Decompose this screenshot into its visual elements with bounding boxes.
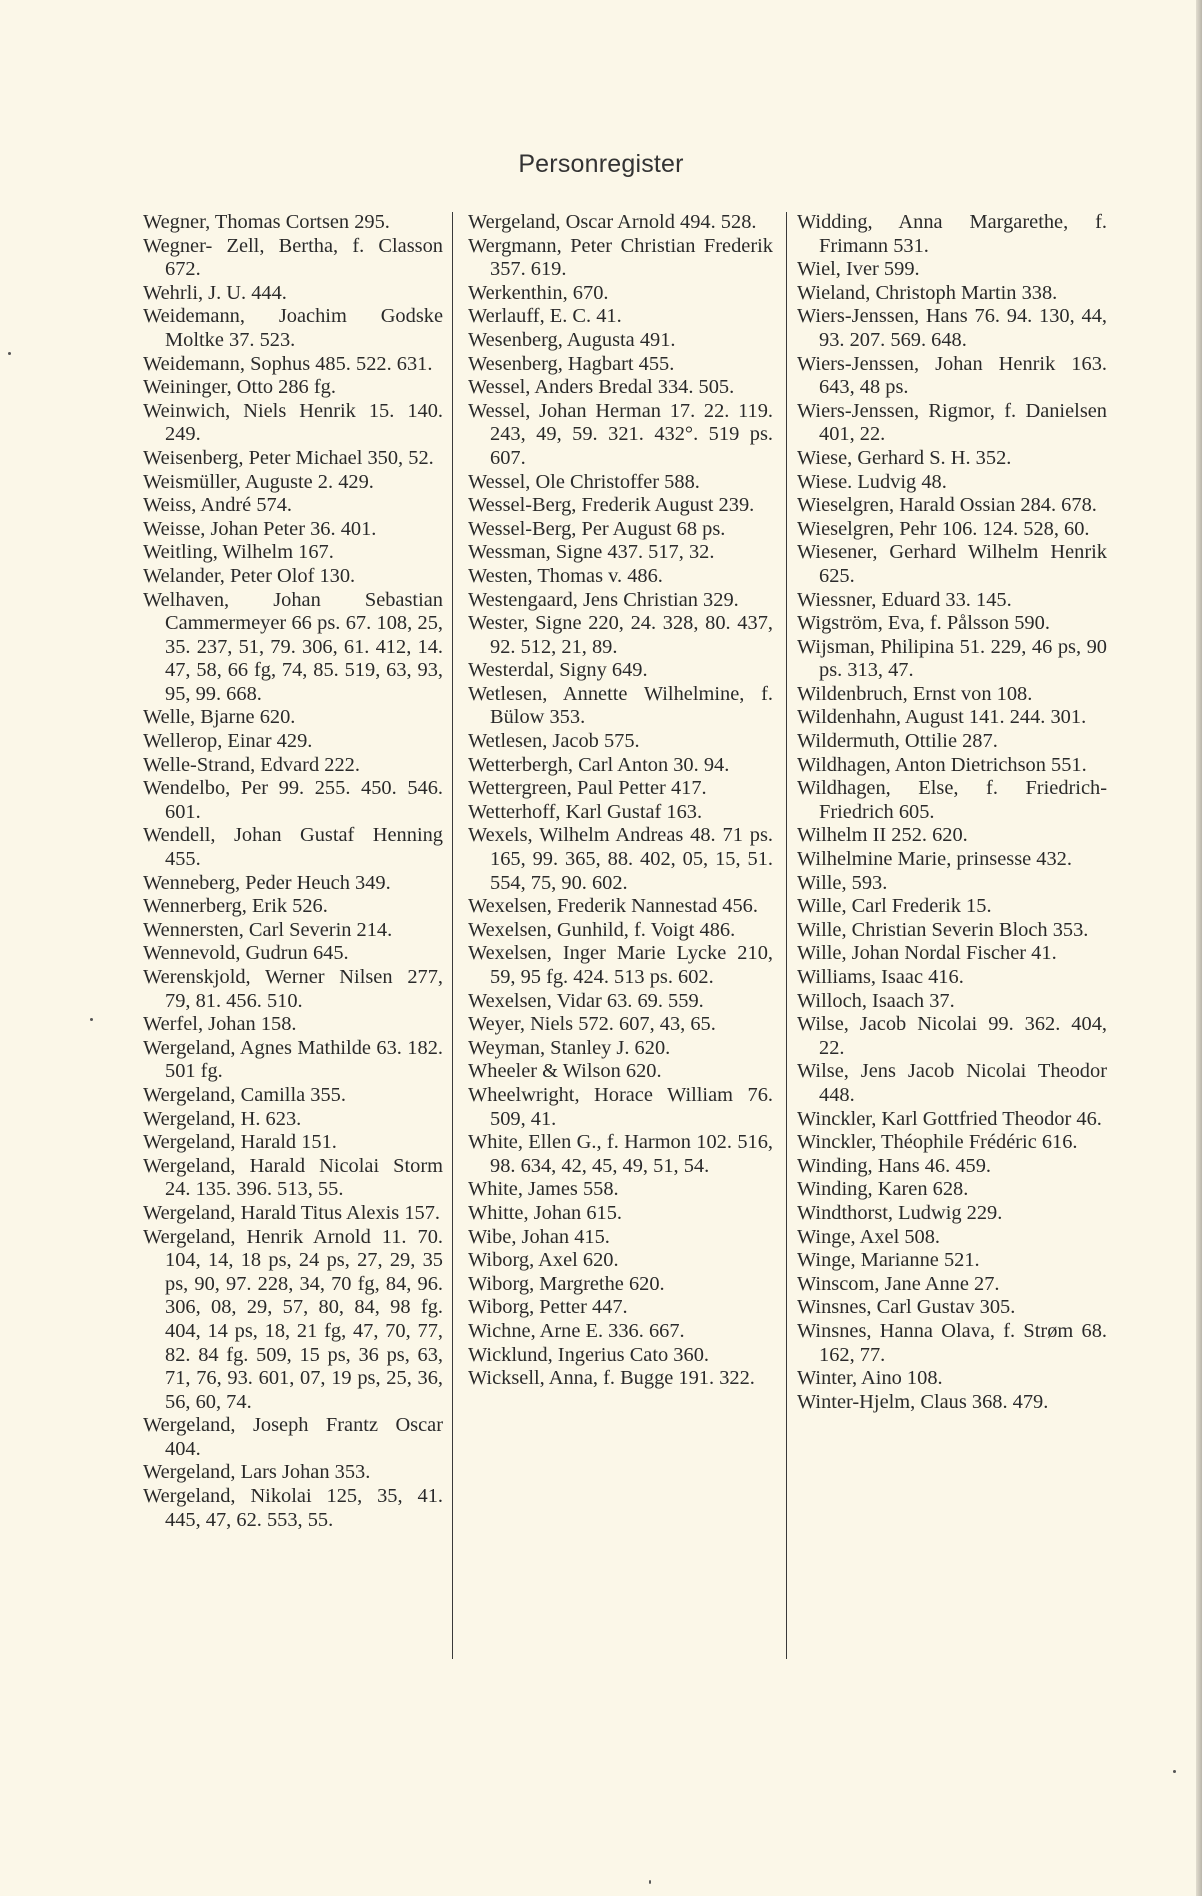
index-entry: Weinwich, Niels Henrik 15. 140. 249. <box>143 399 443 446</box>
index-entry: Winsnes, Carl Gustav 305. <box>797 1296 1016 1319</box>
index-entry: Wildenbruch, Ernst von 108. <box>797 682 1033 705</box>
print-speck <box>90 1018 93 1021</box>
index-entry: Wildenhahn, August 141. 244. 301. <box>797 706 1087 729</box>
index-entry: Wille, Carl Frederik 15. <box>797 895 992 918</box>
index-entry: Wergeland, Joseph Frantz Oscar 404. <box>143 1414 443 1460</box>
index-entry: Wiers-Jenssen, Johan Henrik 163. 643, 48 ps. <box>797 352 1107 399</box>
index-entry: Winge, Axel 508. <box>797 1225 941 1248</box>
index-entry: Wendell, Johan Gustaf Henning 455. <box>143 824 443 871</box>
index-entry: Weyman, Stanley J. 620. <box>468 1036 671 1059</box>
index-entry: Wetlesen, Jacob 575. <box>468 730 640 753</box>
column-divider-left <box>452 212 453 1659</box>
index-entry: White, James 558. <box>468 1178 619 1201</box>
index-entry: Winding, Karen 628. <box>797 1178 969 1201</box>
index-entry: Windthorst, Ludwig 229. <box>797 1201 1003 1224</box>
index-entry: Welle-Strand, Edvard 222. <box>143 753 360 776</box>
index-entry: Weininger, Otto 286 fg. <box>143 376 336 399</box>
index-entry: Wildermuth, Ottilie 287. <box>797 730 998 753</box>
index-entry: Wieselgren, Pehr 106. 124. 528, 60. <box>797 517 1090 540</box>
index-entry: Wergeland, Agnes Mathilde 63. 182. 501 fg. <box>143 1036 443 1083</box>
index-column-1 <box>143 211 443 1532</box>
index-entry: Willoch, Isaach 37. <box>797 989 955 1012</box>
index-entry: Winter, Aino 108. <box>797 1367 943 1390</box>
index-entry: Wergeland, Lars Johan 353. <box>143 1461 371 1484</box>
index-entry: Wiers-Jenssen, Hans 76. 94. 130, 44, 93. 207. 569. 648. <box>797 305 1107 351</box>
index-entry: Wester, Signe 220, 24. 328, 80. 437, 92. 512, 21, 89. <box>468 612 773 658</box>
index-entry: Wiers-Jenssen, Rigmor, f. Danielsen 401, 22. <box>797 399 1107 446</box>
index-entry: Wegner- Zell, Bertha, f. Classon 672. <box>143 234 443 281</box>
index-entry: Wiese, Gerhard S. H. 352. <box>797 446 1012 469</box>
index-entry: Wiborg, Petter 447. <box>468 1296 628 1319</box>
index-entry: Wiessner, Eduard 33. 145. <box>797 588 1012 611</box>
index-entry: Wettergreen, Paul Petter 417. <box>468 777 707 800</box>
index-entry: Wiborg, Axel 620. <box>468 1249 619 1272</box>
index-entry: Weitling, Wilhelm 167. <box>143 541 334 564</box>
index-entry: Wilse, Jens Jacob Nicolai Theodor 448. <box>797 1060 1107 1106</box>
index-entry: Wetterbergh, Carl Anton 30. 94. <box>468 753 730 776</box>
index-entry: Wessel-Berg, Per August 68 ps. <box>468 517 726 540</box>
index-entry: Wennevold, Gudrun 645. <box>143 942 349 965</box>
index-entry: Wille, 593. <box>797 871 888 894</box>
index-entry: Wheelwright, Horace William 76. 509, 41. <box>468 1083 773 1130</box>
index-entry: Wibe, Johan 415. <box>468 1225 610 1248</box>
index-entry: Wergeland, Camilla 355. <box>143 1083 346 1106</box>
index-entry: Wessel-Berg, Frederik August 239. <box>468 494 755 517</box>
index-entry: Winckler, Karl Gottfried Theodor 46. <box>797 1107 1102 1130</box>
index-entry: Welander, Peter Olof 130. <box>143 564 356 587</box>
index-entry: Wergeland, Harald Nicolai Storm 24. 135. 396. 513, 55. <box>143 1154 443 1201</box>
print-speck <box>649 1880 651 1884</box>
index-entry: Wergmann, Peter Christian Frederik 357. 619. <box>468 234 773 281</box>
index-entry: Weismüller, Auguste 2. 429. <box>143 470 374 493</box>
index-entry: Winter-Hjelm, Claus 368. 479. <box>797 1390 1049 1413</box>
index-entry: Wexelsen, Vidar 63. 69. 559. <box>468 989 704 1012</box>
index-entry: Wennersten, Carl Severin 214. <box>143 918 393 941</box>
index-entry: Weidemann, Joachim Godske Moltke 37. 523. <box>143 305 443 351</box>
index-entry: Wijsman, Philipina 51. 229, 46 ps, 90 ps. 313, 47. <box>797 635 1107 682</box>
index-entry: Werlauff, E. C. 41. <box>468 305 622 328</box>
index-entry: Wieland, Christoph Martin 338. <box>797 281 1058 304</box>
index-entry: Wille, Johan Nordal Fischer 41. <box>797 942 1057 965</box>
index-entry: White, Ellen G., f. Harmon 102. 516, 98. 634, 42, 45, 49, 51, 54. <box>468 1131 773 1177</box>
index-entry: Wicksell, Anna, f. Bugge 191. 322. <box>468 1367 755 1390</box>
index-entry: Winge, Marianne 521. <box>797 1249 980 1272</box>
page-edge-shadow <box>1196 0 1202 1896</box>
index-entry: Wergeland, Harald Titus Alexis 157. <box>143 1201 441 1224</box>
index-entry: Wesenberg, Augusta 491. <box>468 328 676 351</box>
index-entry: Werenskjold, Werner Nilsen 277, 79, 81. 456. 510. <box>143 966 443 1012</box>
index-column-2 <box>468 211 773 1391</box>
index-entry: Wergeland, Harald 151. <box>143 1131 337 1154</box>
index-entry: Wexelsen, Inger Marie Lycke 210, 59, 95 fg. 424. 513 ps. 602. <box>468 942 773 988</box>
index-entry: Weyer, Niels 572. 607, 43, 65. <box>468 1013 716 1036</box>
index-entry: Welhaven, Johan Sebastian Cammermeyer 66 ps. 67. 108, 25, 35. 237, 51, 79. 306, 61. 412, 14. 47, 58, 66 fg, 74, 85. 519, 63, 93, 95, 99. 668. <box>143 588 443 705</box>
index-entry: Werfel, Johan 158. <box>143 1013 297 1036</box>
index-entry: Wilhelmine Marie, prinsesse 432. <box>797 848 1072 871</box>
index-entry: Wessel, Anders Bredal 334. 505. <box>468 376 735 399</box>
index-entry: Wellerop, Einar 429. <box>143 730 313 753</box>
index-entry: Weidemann, Sophus 485. 522. 631. <box>143 352 433 375</box>
index-entry: Wiese. Ludvig 48. <box>797 470 947 493</box>
index-entry: Wilse, Jacob Nicolai 99. 362. 404, 22. <box>797 1013 1107 1059</box>
index-entry: Weisse, Johan Peter 36. 401. <box>143 517 377 540</box>
index-entry: Wetlesen, Annette Wilhelmine, f. Bülow 353. <box>468 682 773 729</box>
index-entry: Wildhagen, Else, f. Friedrich-Friedrich 605. <box>797 777 1107 823</box>
index-entry: Wergeland, H. 623. <box>143 1107 302 1130</box>
index-entry: Weisenberg, Peter Michael 350, 52. <box>143 446 434 469</box>
page-title: Personregister <box>518 150 684 178</box>
index-entry: Wiborg, Margrethe 620. <box>468 1272 665 1295</box>
index-entry: Wennerberg, Erik 526. <box>143 895 328 918</box>
index-entry: Werkenthin, 670. <box>468 281 609 304</box>
index-entry: Wexelsen, Gunhild, f. Voigt 486. <box>468 918 736 941</box>
index-entry: Wille, Christian Severin Bloch 353. <box>797 918 1089 941</box>
index-entry: Wilhelm II 252. 620. <box>797 824 968 847</box>
index-entry: Whitte, Johan 615. <box>468 1201 623 1224</box>
index-entry: Westengaard, Jens Christian 329. <box>468 588 739 611</box>
index-entry: Weiss, André 574. <box>143 494 293 517</box>
index-entry: Wexels, Wilhelm Andreas 48. 71 ps. 165, 99. 365, 88. 402, 05, 15, 51. 554, 75, 90. 602. <box>468 824 773 894</box>
print-speck <box>1173 1770 1176 1773</box>
index-entry: Wergeland, Nikolai 125, 35, 41. 445, 47, 62. 553, 55. <box>143 1485 443 1531</box>
index-entry: Winsnes, Hanna Olava, f. Strøm 68. 162, 77. <box>797 1319 1107 1366</box>
index-entry: Wiel, Iver 599. <box>797 258 920 281</box>
index-entry: Wesenberg, Hagbart 455. <box>468 352 675 375</box>
index-entry: Wildhagen, Anton Dietrichson 551. <box>797 753 1087 776</box>
index-entry: Wicklund, Ingerius Cato 360. <box>468 1343 709 1366</box>
index-entry: Wergeland, Henrik Arnold 11. 70. 104, 14, 18 ps, 24 ps, 27, 29, 35 ps, 90, 97. 228, 34, 70 fg, 84, 96. 306, 08, 29, 57, 80, 84, 98 fg. 404, 14 ps, 18, 21 fg, 47, 70, 77, 82. 84 fg. 509, 15 ps, 36 ps, 63, 71, 76, 93. 601, 07, 19 ps, 25, 36, 56, 60, 74. <box>143 1225 443 1413</box>
index-entry: Wessman, Signe 437. 517, 32. <box>468 541 715 564</box>
index-entry: Wergeland, Oscar Arnold 494. 528. <box>468 211 757 233</box>
index-column-3 <box>797 211 1107 1414</box>
index-entry: Westen, Thomas v. 486. <box>468 564 663 587</box>
index-entry: Wendelbo, Per 99. 255. 450. 546. 601. <box>143 777 443 823</box>
index-entry: Wieselgren, Harald Ossian 284. 678. <box>797 494 1097 517</box>
index-entry: Wigström, Eva, f. Pålsson 590. <box>797 612 1050 635</box>
index-entry: Winckler, Théophile Frédéric 616. <box>797 1131 1078 1154</box>
index-entry: Widding, Anna Margarethe, f. Frimann 531. <box>797 211 1107 257</box>
index-entry: Wessel, Johan Herman 17. 22. 119. 243, 49, 59. 321. 432°. 519 ps. 607. <box>468 399 773 469</box>
print-speck <box>8 352 11 355</box>
index-entry: Wichne, Arne E. 336. 667. <box>468 1319 685 1342</box>
index-entry: Wheeler & Wilson 620. <box>468 1060 662 1083</box>
index-entry: Welle, Bjarne 620. <box>143 706 296 729</box>
index-entry: Wiesener, Gerhard Wilhelm Henrik 625. <box>797 541 1107 587</box>
index-entry: Wenneberg, Peder Heuch 349. <box>143 871 391 894</box>
index-entry: Winscom, Jane Anne 27. <box>797 1272 1000 1295</box>
index-entry: Winding, Hans 46. 459. <box>797 1154 992 1177</box>
column-divider-right <box>786 212 787 1659</box>
index-entry: Wessel, Ole Christoffer 588. <box>468 470 700 493</box>
index-entry: Wetterhoff, Karl Gustaf 163. <box>468 800 703 823</box>
index-entry: Wexelsen, Frederik Nannestad 456. <box>468 895 758 918</box>
index-entry: Williams, Isaac 416. <box>797 966 964 988</box>
index-entry: Westerdal, Signy 649. <box>468 659 648 682</box>
index-entry: Wegner, Thomas Cortsen 295. <box>143 211 390 233</box>
index-entry: Wehrli, J. U. 444. <box>143 281 287 304</box>
